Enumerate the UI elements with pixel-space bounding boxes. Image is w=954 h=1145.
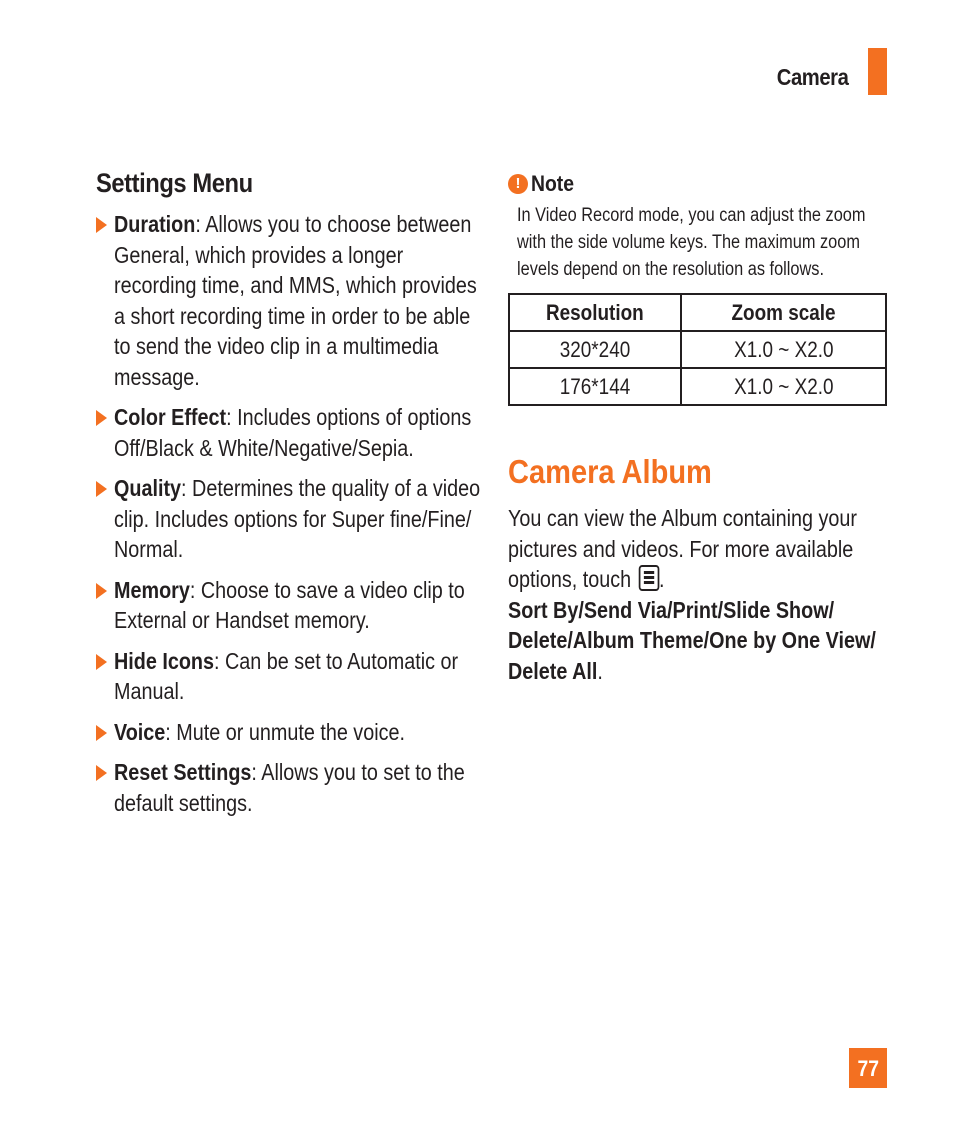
table-header-cell: Resolution (509, 294, 681, 331)
settings-term: Color Effect (114, 404, 227, 430)
table-cell: 176*144 (509, 368, 681, 405)
settings-description: : Includes options of options Off/Black & White/Negative/Sepia. (114, 404, 472, 461)
settings-item-duration (96, 209, 484, 392)
album-description-end: . (659, 566, 665, 592)
note-header (508, 170, 888, 198)
bullet-arrow-icon (96, 725, 107, 741)
settings-description: : Allows you to set to the default settings. (114, 759, 465, 816)
table-cell: X1.0 ~ X2.0 (681, 331, 886, 368)
bullet-arrow-icon (96, 217, 107, 233)
settings-item-reset-settings (96, 757, 484, 818)
section-title: Camera (776, 64, 848, 90)
settings-column (96, 168, 481, 828)
bullet-arrow-icon (96, 765, 107, 781)
settings-description: : Choose to save a video clip to External or Handset memory. (114, 576, 465, 633)
menu-key-icon (638, 565, 659, 591)
settings-item-color-effect (96, 402, 484, 463)
camera-album-heading: Camera Album (508, 453, 712, 490)
page-number: 77 (849, 1048, 887, 1088)
note-and-album-column (508, 170, 888, 684)
table-header-cell: Zoom scale (681, 294, 886, 331)
bullet-arrow-icon (96, 654, 107, 670)
table-cell: X1.0 ~ X2.0 (681, 368, 886, 405)
zoom-scale-table (508, 293, 887, 406)
settings-term: Memory (114, 576, 190, 603)
bullet-arrow-icon (96, 481, 107, 497)
settings-menu-heading: Settings Menu (96, 168, 253, 198)
table-cell: 320*240 (509, 331, 681, 368)
album-description: You can view the Album containing your pictures and videos. For more available options, touch (508, 505, 857, 592)
settings-term: Voice (114, 718, 166, 745)
settings-item-quality (96, 473, 484, 565)
settings-list (96, 209, 481, 818)
note-body: In Video Record mode, you can adjust the zoom with the side volume keys. The maximum zoom levels depend on the resolution as follows. (517, 205, 866, 280)
settings-description: : Allows you to choose between General, which provides a longer recording time, and MMS, which provides a short recording time in order to be able to send the video clip in a multimedia message. (114, 211, 477, 390)
camera-album-body (508, 503, 886, 686)
exclamation-icon: ! (508, 174, 528, 194)
section-tab-marker (868, 48, 887, 95)
settings-description: : Determines the quality of a video clip. Includes options for Super fine/Fine/ Normal. (114, 475, 481, 562)
album-options: Sort By/Send Via/Print/Slide Show/ Delete/Album Theme/One by One View/ Delete All (508, 596, 876, 684)
table-header-row (509, 294, 886, 331)
settings-term: Quality (114, 475, 182, 501)
table-row (509, 331, 886, 368)
bullet-arrow-icon (96, 410, 107, 426)
settings-term: Reset Settings (114, 759, 252, 785)
settings-term: Duration (114, 211, 196, 237)
settings-item-memory (96, 575, 484, 636)
album-options-end: . (597, 657, 603, 684)
table-row (509, 368, 886, 405)
settings-description: : Mute or unmute the voice. (165, 718, 405, 745)
settings-item-hide-icons (96, 646, 484, 707)
settings-term: Hide Icons (114, 647, 215, 674)
settings-description: : Can be set to Automatic or Manual. (114, 647, 459, 704)
settings-item-voice (96, 717, 484, 748)
bullet-arrow-icon (96, 583, 107, 599)
note-title: Note (531, 171, 575, 196)
